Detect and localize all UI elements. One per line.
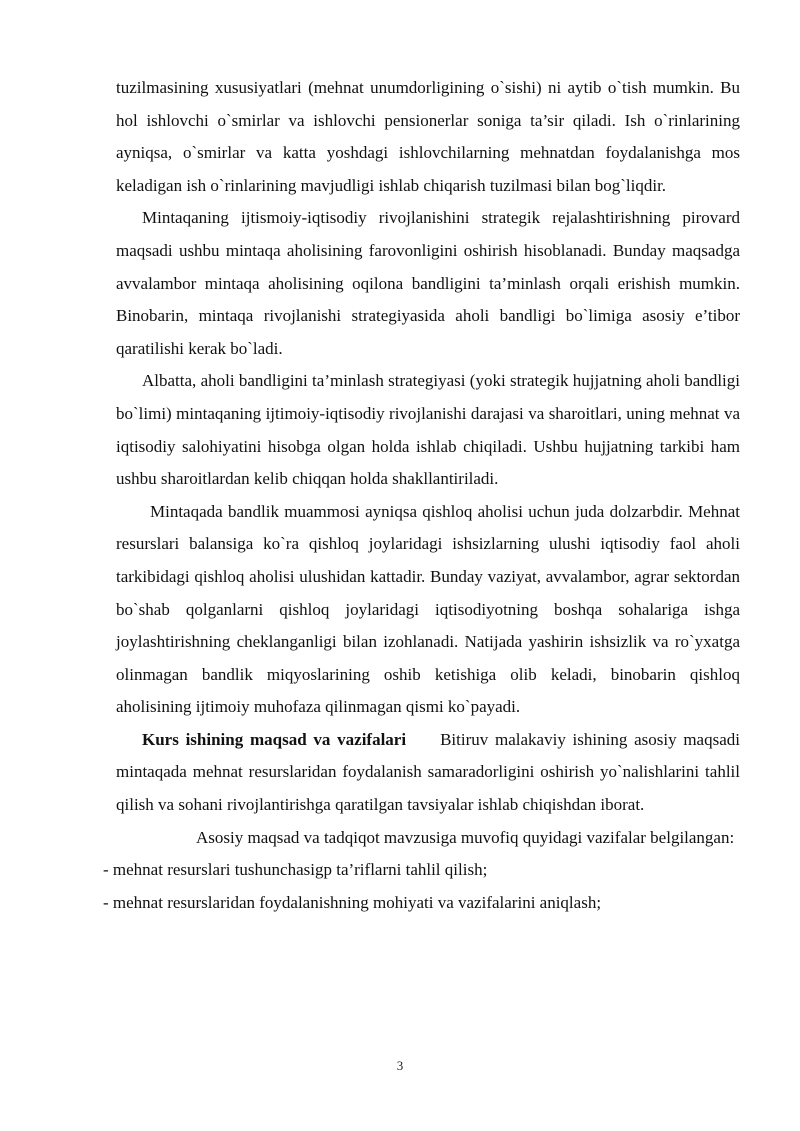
section-paragraph: [116, 724, 740, 822]
paragraph-1: tuzilmasining xususiyatlari (mehnat unumdorligining o`sishi) ni aytib o`tish mumkin. Bu hol ishlovchi o`smirlar va ishlovchi pensionerlar soniga ta’sir qiladi. Ish o`rinlarining ayniqsa, o`smirlar va katta yoshdagi ishlovchilarning mehnatdan foydalanishga mos keladigan ish o`rinlarining mavjudligi ishlab chiqarish tuzilmasi bilan bog`liqdir.: [116, 78, 740, 195]
body-text: [103, 72, 740, 919]
list-item: - mehnat resurslaridan foydalanishning mohiyati va vazifalarini aniqlash;: [103, 892, 602, 912]
paragraph-2: Mintaqaning ijtismoiy-iqtisodiy rivojlanishini strategik rejalashtirishning pirovard maqsadi ushbu mintaqa aholisining farovonligini oshirish hisoblanadi. Bunday maqsadga avvalambor mintaqa aholisining oqilona bandligini ta’minlash orqali erishish mumkin. Binobarin, mintaqa rivojlanishi strategiyasida aholi bandligi bo`limiga asosiy e’tibor qaratilishi kerak bo`ladi.: [116, 208, 740, 358]
paragraph-4: Mintaqada bandlik muammosi ayniqsa qishloq aholisi uchun juda dolzarbdir. Mehnat resurslari balansiga ko`ra qishloq joylaridagi ishsizlarning ulushi iqtisodiy faol aholi tarkibidagi qishloq aholisi ulushidan kattadir. Bunday vaziyat, avvalambor, agrar sektordan bo`shab qolganlarni qishloq joylaridagi iqtisodiyotning boshqa sohalariga ishga joylashtirishning cheklanganligi bilan izohlanadi. Natijada yashirin ishsizlik va ro`yxatga olinmagan bandlik miqyoslarining oshib ketishiga olib keladi, binobarin qishloq aholisining ijtimoiy muhofaza qilinmagan qismi ko`payadi.: [116, 501, 740, 717]
tasks-intro: Asosiy maqsad va tadqiqot mavzusiga muvofiq quyidagi vazifalar belgilangan:: [196, 827, 735, 847]
paragraph-3: Albatta, aholi bandligini ta’minlash strategiyasi (yoki strategik hujjatning aholi bandligi bo`limi) mintaqaning ijtimoiy-iqtisodiy rivojlanishi darajasi va sharoitlari, uning mehnat va iqtisodiy salohiyatini hisobga olgan holda ishlab chiqiladi. Ushbu hujjatning tarkibi ham ushbu sharoitlardan kelib chiqqan holda shakllantiriladi.: [116, 371, 740, 489]
page-number: 3: [396, 1058, 404, 1073]
list-item: - mehnat resurslari tushunchasigp ta’riflarni tahlil qilish;: [103, 860, 488, 880]
section-heading: Kurs ishining maqsad va vazifalari: [142, 729, 407, 749]
section-body: Bitiruv malakaviy ishining asosiy maqsadi mintaqada mehnat resurslaridan foydalanish samaradorligini oshirish yo`nalishlarini tahlil qilish va sohani rivojlantirishga qaratilgan tavsiyalar ishlab chiqishdan iborat.: [116, 729, 740, 815]
